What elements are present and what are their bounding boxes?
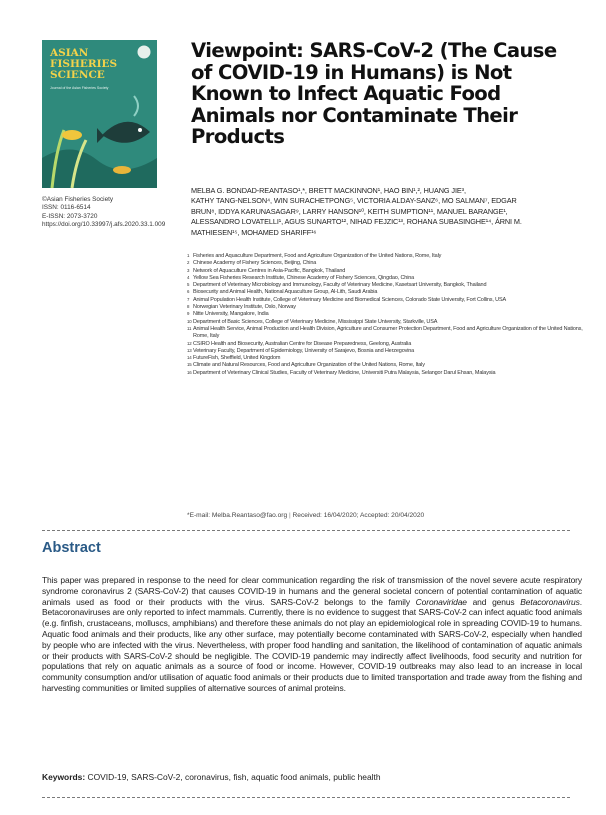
author-line: MATHIESEN¹⁵, MOHAMED SHARIFF¹⁶ [191, 227, 317, 237]
affiliation-number: 14 [187, 355, 192, 361]
affiliation-text: Network of Aquaculture Centres in Asia-Pacific, Bangkok, Thailand [193, 267, 346, 274]
affiliation-number: 10 [187, 318, 192, 324]
affiliation-number: 2 [187, 260, 190, 266]
journal-info-sidebar [42, 196, 192, 230]
affiliation-text: Biosecurity and Animal Health, National Aquaculture Group, Al-Lith, Saudi Arabia [193, 289, 378, 296]
affiliation-item [187, 326, 597, 341]
affiliation-item [187, 282, 597, 289]
affiliation-item [187, 275, 597, 282]
received-accepted-dates: Received: 16/04/2020; Accepted: 20/04/2020 [292, 512, 425, 519]
affiliation-item [187, 362, 597, 369]
affiliation-number: 13 [187, 347, 192, 353]
affiliation-text: Department of Veterinary Microbiology and Immunology, Faculty of Veterinary Medicine, Kasetsart University, Bangkok, Thailand [193, 282, 487, 289]
affiliation-text: Nitte University, Mangalore, India [193, 311, 269, 318]
affiliation-item [187, 297, 597, 304]
author-line: BRUN⁸, IDDYA KARUNASAGAR⁹, LARRY HANSON¹⁰, KEITH SUMPTION¹¹, MANUEL BARANGE¹, [191, 206, 508, 216]
cover-journal-title: ASIAN FISHERIES SCIENCE [50, 47, 118, 81]
abstract-part: . Betacoronaviruses are only reported to infect mammals. Currently, there is no evidence to suggest that SARS-CoV-2 can infect aquatic food animals (e.g. finfish, crustaceans, molluscs, amphibians) and therefore these animals do not play an epidemiological role in spreading COVID-19 to humans. Aquatic food animals and their products, like any other surface, may potentially become contaminated with SARS-CoV-2, especially when handled by people who are infected with the virus. Nevertheless, with proper food handling and sanitation, the likelihood of contamination of aquatic animals or their products with SARS-CoV-2 should be negligible. The COVID-19 pandemic may indirectly affect livelihoods, food security and nutrition for populations that rely on aquatic animals as a source of food or income. However, COVID-19 outbreaks may also lead to an increase in local community consumption and/or utilisation of aquatic food animals or their products due to limited transportation and trade away from the fishing and harvesting communities or limited supplies of alternative sources of animal proteins. [42, 596, 582, 693]
eissn-text: E-ISSN: 2073-3720 [42, 212, 98, 220]
keywords-line [42, 772, 381, 782]
copyright-text: ©Asian Fisheries Society [42, 196, 114, 203]
affiliation-text: Chinese Academy of Fishery Sciences, Beijing, China [193, 260, 317, 267]
affiliation-text: Animal Population Health Institute, College of Veterinary Medicine and Biomedical Sciences, Colorado State University, Fort Collins, USA [193, 296, 507, 303]
separator: | [289, 512, 293, 519]
abstract-text [42, 575, 582, 694]
affiliation-item [187, 304, 597, 311]
affiliation-item [187, 253, 597, 260]
affiliation-item [187, 348, 597, 355]
affiliation-number: 9 [187, 311, 190, 317]
affiliation-number: 4 [187, 274, 190, 280]
affiliation-text: FutureFish, Sheffield, United Kingdom [193, 355, 281, 362]
divider [42, 797, 570, 798]
abstract-genus-name: Betacoronavirus [520, 596, 580, 607]
affiliation-item [187, 311, 597, 318]
keywords-label: Keywords: [42, 772, 86, 782]
abstract-family-name: Coronaviridae [415, 596, 467, 607]
affiliation-number: 16 [187, 369, 192, 375]
article-title: Viewpoint: SARS-CoV-2 (The Cause of COVID-19 in Humans) is Not Known to Infect Aquatic Food Animals nor Contaminate Their Products [191, 39, 557, 148]
affiliation-item [187, 289, 597, 296]
affiliation-number: 11 [187, 325, 192, 331]
affiliation-number: 3 [187, 267, 190, 273]
affiliation-item [187, 341, 597, 348]
abstract-part: and genus [466, 596, 521, 607]
abstract-part: This paper was prepared in response to the need for clear communication regarding the risk of transmission of the novel severe acute respiratory syndrome coronavirus 2 (SARS-CoV-2) that causes COVID-19 in humans and the general societal concern of potential contamination of aquatic animals used as food or their products with the virus. SARS-CoV-2 belongs to the family [42, 575, 582, 607]
affiliation-text: Department of Basic Sciences, College of Veterinary Medicine, Mississippi State University, Starkville, USA [193, 318, 438, 325]
cover-subtitle: Journal of the Asian Fisheries Society [50, 86, 109, 90]
email-link[interactable]: *E-mail: Melba.Reantaso@fao.org [187, 512, 288, 519]
affiliation-item [187, 260, 597, 267]
keywords-text: COVID-19, SARS-CoV-2, coronavirus, fish, aquatic food animals, public health [85, 772, 381, 782]
affiliation-number: 15 [187, 362, 192, 368]
affiliation-text: Yellow Sea Fisheries Research Institute, Chinese Academy of Fishery Sciences, Qingdao, China [193, 274, 415, 281]
affiliation-list [187, 253, 597, 377]
author-line: ALESSANDRO LOVATELLI¹, AGUS SUNARTO¹², NIHAD FEJZIC¹³, ROHANA SUBASINGHE¹⁴, ÁRNI M. [191, 217, 522, 227]
author-line: KATHY TANG-NELSON⁴, WIN SURACHETPONG⁵, VICTORIA ALDAY-SANZ⁶, MO SALMAN⁷, EDGAR [191, 196, 517, 206]
correspondence-line [187, 512, 424, 519]
affiliation-item [187, 268, 597, 275]
affiliation-text: Norwegian Veterinary Institute, Oslo, Norway [193, 304, 296, 311]
affiliation-text: Animal Health Service, Animal Production and Health Division, Agriculture and Consumer Protection Department, Food and Agriculture Organization of the United Nations, Rome, Italy [193, 325, 583, 340]
affiliation-item [187, 370, 597, 377]
author-list [191, 186, 591, 238]
affiliation-item [187, 319, 597, 326]
affiliation-text: CSIRO Health and Biosecurity, Australian Centre for Disease Preparedness, Geelong, Australia [193, 340, 412, 347]
journal-cover-image [42, 40, 157, 188]
affiliation-text: Fisheries and Aquaculture Department, Food and Agriculture Organization of the United Nations, Rome, Italy [193, 253, 442, 259]
doi-link[interactable]: https://doi.org/10.33997/j.afs.2020.33.1.009 [42, 221, 166, 229]
divider [42, 530, 570, 531]
affiliation-text: Veterinary Faculty, Department of Epidemiology, University of Sarajevo, Bosnia and Herzegovina [193, 347, 415, 354]
affiliation-text: Department of Veterinary Clinical Studies, Faculty of Veterinary Medicine, Universiti Putra Malaysia, Selangor Darul Ehsan, Malaysia [193, 369, 496, 376]
affiliation-number: 1 [187, 253, 190, 258]
affiliation-item [187, 355, 597, 362]
issn-text: ISSN: 0116-6514 [42, 204, 91, 212]
affiliation-number: 12 [187, 340, 192, 346]
abstract-heading: Abstract [42, 540, 101, 556]
affiliation-number: 5 [187, 282, 190, 288]
author-line: MELBA G. BONDAD-REANTASO¹,*, BRETT MACKINNON¹, HAO BIN¹,², HUANG JIE³, [191, 186, 466, 195]
affiliation-text: Climate and Natural Resources, Food and Agriculture Organization of the United Nations, Rome, Italy [193, 362, 425, 369]
affiliation-number: 7 [187, 296, 190, 302]
affiliation-number: 8 [187, 304, 190, 310]
affiliation-number: 6 [187, 289, 190, 295]
